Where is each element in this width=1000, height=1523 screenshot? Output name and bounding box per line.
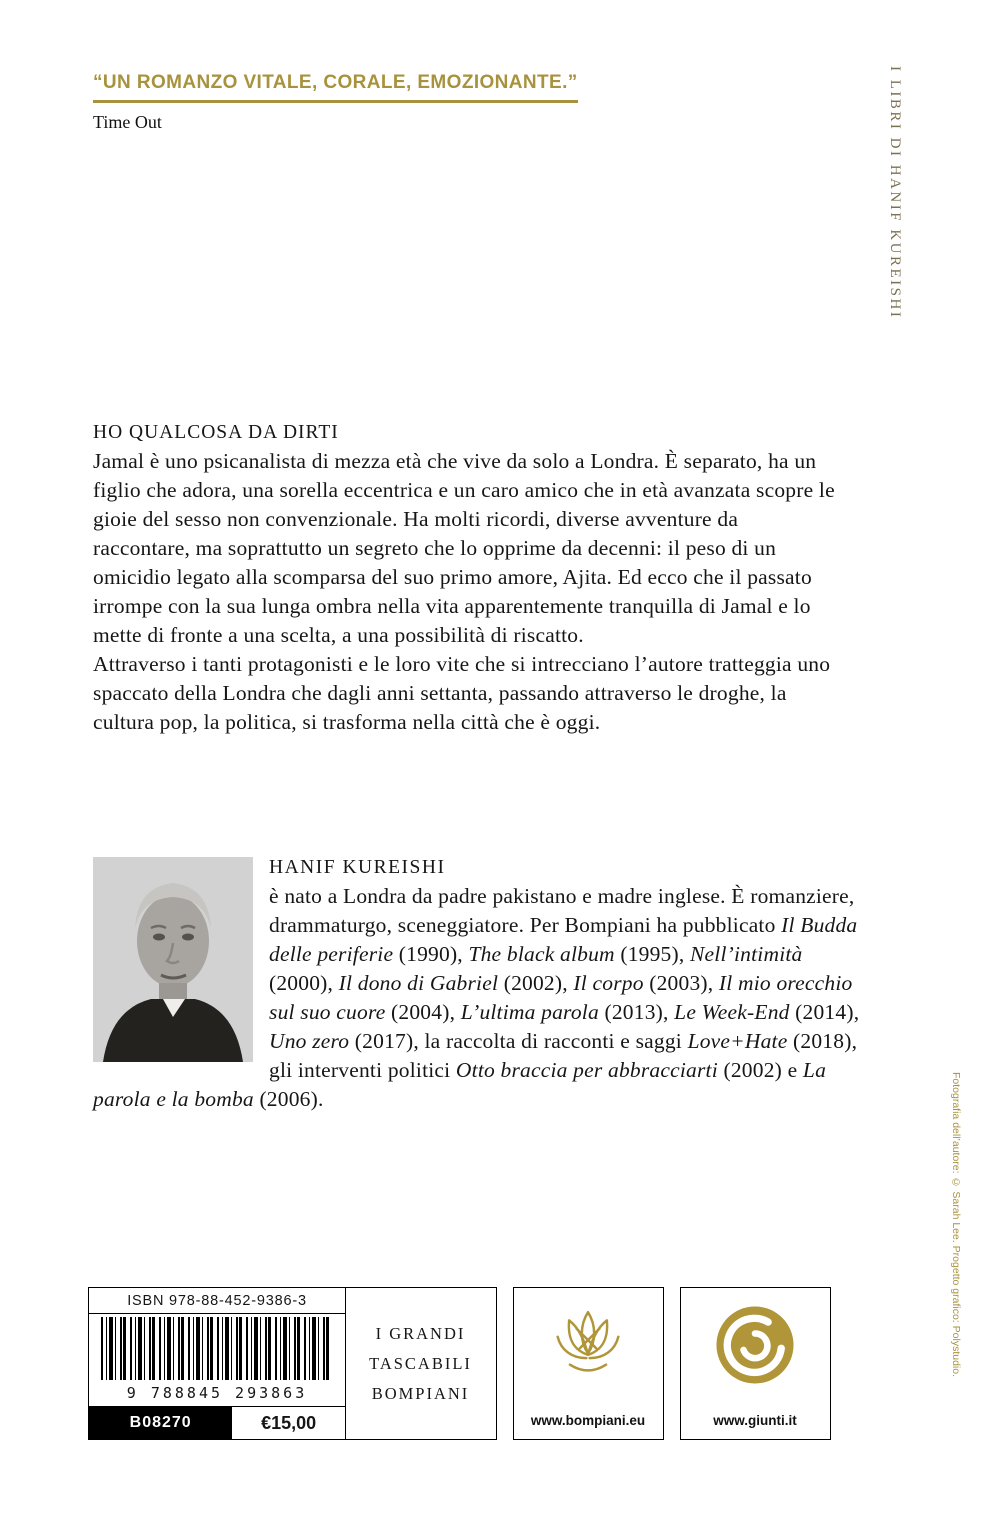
series-line-3: BOMPIANI [371,1383,470,1403]
synopsis-paragraph-2: Attraverso i tanti protagonisti e le loro vite che si intrecciano l’autore tratteggia uno spaccato della Londra che dagli anni settanta, passando attraverso le droghe, la cultura pop, la politica, si trasforma nella città che è oggi. [93,652,831,734]
series-line-1: I GRANDI [375,1323,466,1343]
credits-vertical: Fotografia dell’autore: © Sarah Lee. Progetto grafico: Polystudio. [950,1072,962,1378]
giunti-box [680,1287,831,1440]
isbn-label: ISBN 978-88-452-9386-3 [89,1288,345,1314]
barcode-box [88,1287,346,1440]
series-box [345,1287,497,1440]
bompiani-box [513,1287,664,1440]
barcode-icon [101,1317,333,1380]
synopsis-paragraph-1: Jamal è uno psicanalista di mezza età che vive da solo a Londra. È separato, ha un figlio che adora, una sorella eccentrica e un caro amico che in età avanzata scopre le gioie del sesso non convenzionale. Ha molti ricordi, diverse avventure da raccontare, ma soprattutto un segreto che lo opprime da decenni: il peso di un omicidio legato alla scomparsa del suo primo amore, Ajita. Ed ecco che il passato irrompe con la sua lunga ombra nella vita apparentemente tranquilla di Jamal e lo mette di fronte a una scelta, a una possibilità di riscatto. [93,449,835,647]
footer-row [88,1287,831,1440]
book-title: HO QUALCOSA DA DIRTI [93,422,339,443]
author-section [93,853,863,1114]
press-quote-source: Time Out [93,112,162,132]
bompiani-url: www.bompiani.eu [530,1413,646,1428]
giunti-url: www.giunti.it [713,1413,797,1428]
bompiani-flower-icon [547,1304,629,1386]
series-vertical-title: I LIBRI DI HANIF KUREISHI [887,66,903,320]
barcode-digits: 9 788845 293863 [126,1383,308,1402]
author-photo [93,857,253,1062]
series-line-2: TASCABILI [369,1353,472,1373]
price: €15,00 [261,1412,317,1433]
author-bio: è nato a Londra da padre pakistano e madre inglese. È romanziere, drammaturgo, sceneggiatore. Per Bompiani ha pubblicato Il Budda delle periferie (1990), The black album (1995), Nell’intimità (2000), Il dono di Gabriel (2002), Il corpo (2003), Il mio orecchio sul suo cuore (2004), L’ultima parola (2013), Le Week-End (2014), Uno zero (2017), la raccolta di racconti e saggi Love+Hate (2018), gli interventi politici Otto braccia per abbracciarti (2002) e La parola e la bomba (2006). [93,884,860,1111]
author-name: HANIF KUREISHI [269,857,446,878]
price-row [89,1406,345,1439]
edition-code: B08270 [89,1407,232,1439]
synopsis-section [93,418,838,737]
press-quote: “UN ROMANZO VITALE, CORALE, EMOZIONANTE.” [93,72,578,103]
giunti-swirl-icon [714,1304,796,1386]
